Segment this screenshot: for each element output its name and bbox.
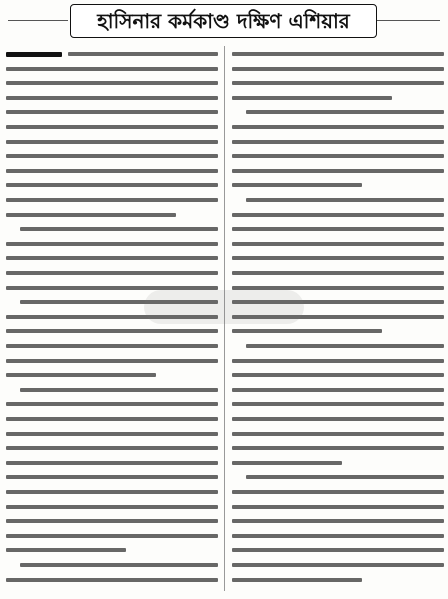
text-line xyxy=(232,227,444,231)
headline-rule-right xyxy=(377,20,440,21)
text-line xyxy=(232,563,444,567)
text-line xyxy=(6,81,218,85)
text-line xyxy=(232,446,444,450)
continued-marker xyxy=(6,52,62,57)
text-line xyxy=(232,373,444,377)
text-line xyxy=(6,125,218,129)
text-line xyxy=(232,578,362,582)
text-line xyxy=(232,242,444,246)
text-line xyxy=(232,67,444,71)
text-line xyxy=(6,154,218,158)
text-line xyxy=(6,140,218,144)
text-line xyxy=(6,198,218,202)
text-line xyxy=(232,359,444,363)
text-line xyxy=(232,534,444,538)
text-line xyxy=(6,344,218,348)
text-line xyxy=(232,271,444,275)
text-line xyxy=(232,154,444,158)
text-line xyxy=(232,548,444,552)
text-line xyxy=(6,271,218,275)
headline-box xyxy=(70,4,377,38)
text-line xyxy=(6,373,156,377)
text-line xyxy=(6,446,218,450)
text-line xyxy=(20,563,218,567)
text-line xyxy=(6,110,218,114)
text-line xyxy=(6,96,218,100)
text-line xyxy=(232,505,444,509)
text-line xyxy=(6,461,218,465)
text-line xyxy=(6,475,218,479)
text-line xyxy=(232,519,444,523)
text-line xyxy=(232,286,444,290)
text-line xyxy=(232,402,444,406)
text-line xyxy=(232,52,444,56)
text-line xyxy=(6,183,218,187)
text-line xyxy=(6,578,218,582)
headline-text: হাসিনার কর্মকাণ্ড দক্ষিণ এশিয়ার xyxy=(97,9,350,33)
text-line xyxy=(6,359,218,363)
text-line xyxy=(232,96,392,100)
text-line xyxy=(232,417,444,421)
text-line xyxy=(6,548,126,552)
text-line xyxy=(232,329,382,333)
text-line xyxy=(6,402,218,406)
text-line xyxy=(6,432,218,436)
text-line xyxy=(232,140,444,144)
text-line xyxy=(246,475,444,479)
text-line xyxy=(20,388,218,392)
text-line xyxy=(6,169,218,173)
text-line xyxy=(6,286,218,290)
text-line xyxy=(232,490,444,494)
text-line xyxy=(6,67,218,71)
text-line xyxy=(232,256,444,260)
text-line xyxy=(6,534,218,538)
text-line xyxy=(20,227,218,231)
text-line xyxy=(6,213,176,217)
text-line xyxy=(232,81,444,85)
text-line xyxy=(232,432,444,436)
headline-banner xyxy=(0,0,448,44)
text-line xyxy=(232,169,444,173)
text-line xyxy=(232,213,444,217)
text-line xyxy=(246,110,444,114)
text-line xyxy=(232,388,444,392)
text-line xyxy=(6,256,218,260)
text-line xyxy=(6,490,218,494)
text-line xyxy=(6,242,218,246)
text-line xyxy=(246,344,444,348)
text-line xyxy=(232,461,342,465)
text-line xyxy=(232,125,444,129)
text-line xyxy=(246,198,444,202)
text-line xyxy=(232,183,362,187)
text-line xyxy=(68,52,218,56)
watermark-logo xyxy=(144,290,304,324)
headline-rule-left xyxy=(8,20,68,21)
text-line xyxy=(6,417,218,421)
text-line xyxy=(6,505,218,509)
text-line xyxy=(6,329,218,333)
text-line xyxy=(6,519,218,523)
